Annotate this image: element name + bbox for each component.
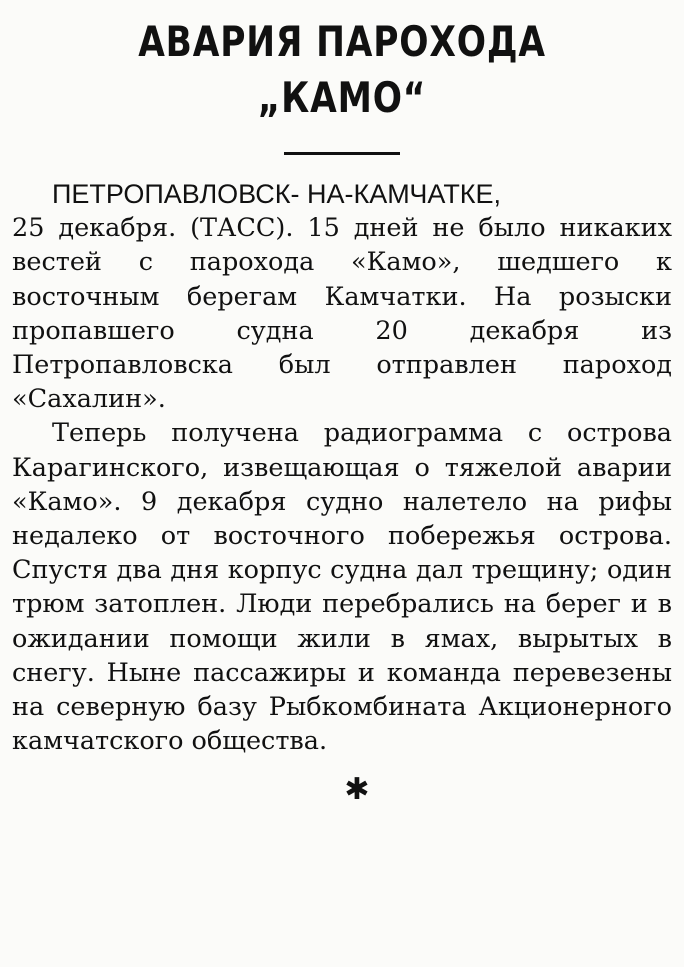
headline-line-2: „КАМО“	[257, 73, 427, 122]
headline-divider	[284, 152, 400, 155]
article-paragraph-1	[12, 177, 672, 416]
dateline: ПЕТРОПАВЛОВСК- НА-КАМЧАТКЕ,	[52, 179, 502, 209]
headline-line-1: АВАРИЯ ПАРОХОДА	[138, 17, 546, 66]
news-article	[12, 10, 672, 960]
star-ornament: ✱	[344, 772, 370, 808]
paragraph-1-text: 25 декабря. (ТАСС). 15 дней не было никаких вестей с парохода «Камо», шедшего к восточным берегам Камчатки. На розыски пропавшего судна 20 декабря из Петропавловска был отправлен пароход «Сахалин».	[12, 213, 672, 415]
headline	[12, 10, 672, 126]
article-paragraph-2: Теперь получена радиограмма с острова Карагинского, извещающая о тяжелой аварии «Камо». 9 декабря судно налетело на рифы недалеко от восточного побережья острова. Спустя два дня корпус судна дал трещину; один трюм затоплен. Люди перебрались на берег и в ожидании помощи жили в ямах, вырытых в снегу. Ныне пассажиры и команда перевезены на северную базу Рыбкомбината Акционерного камчатского общества.	[12, 418, 672, 757]
